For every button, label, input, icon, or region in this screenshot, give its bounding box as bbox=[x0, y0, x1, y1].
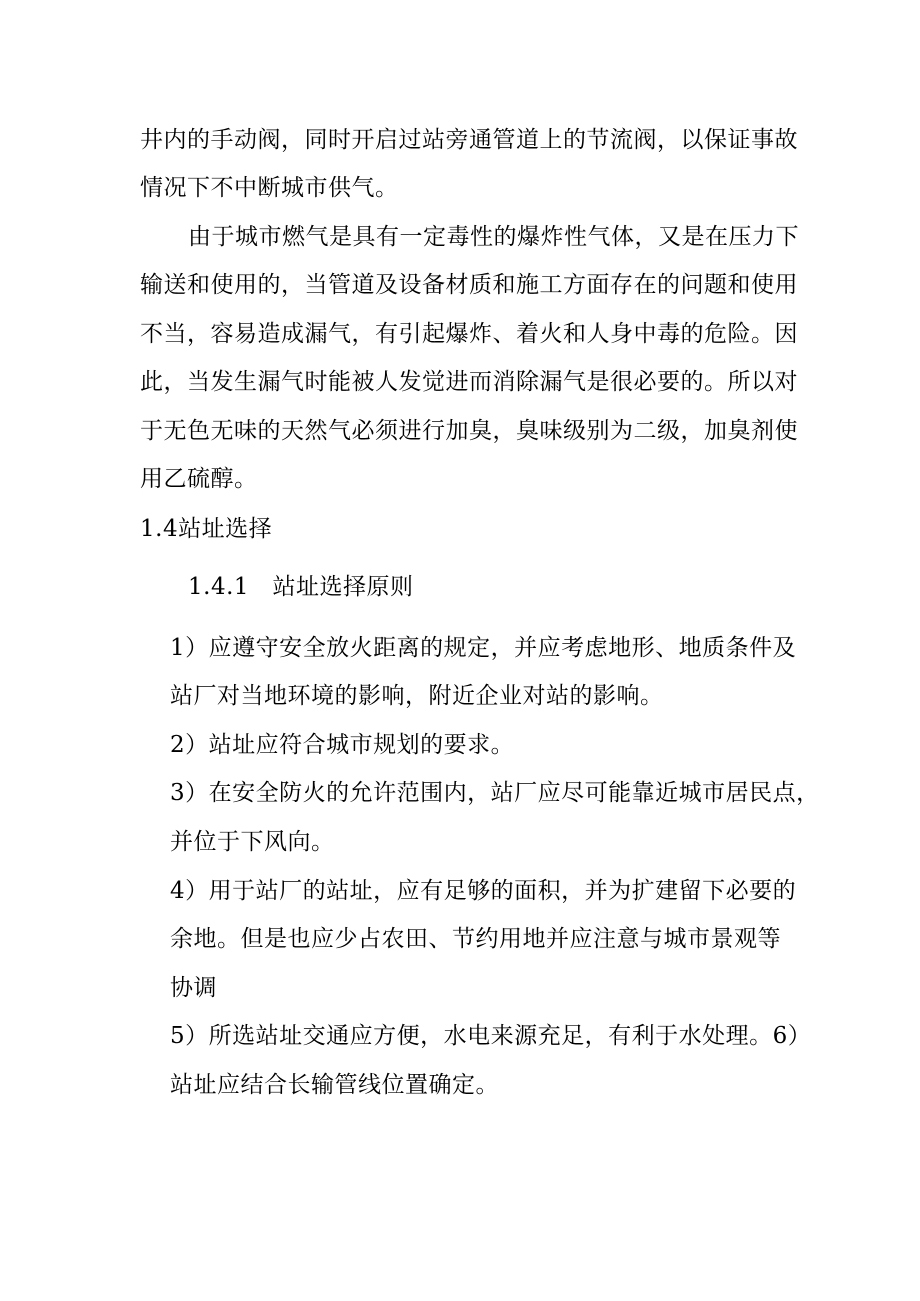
para2-line2: 输送和使用的，当管道及设备材质和施工方面存在的问题和使用 bbox=[140, 272, 798, 298]
para2-line4: 此，当发生漏气时能被人发觉进而消除漏气是很必要的。所以对 bbox=[140, 369, 798, 395]
item2-line1: 2）站址应符合城市规划的要求。 bbox=[170, 732, 515, 758]
item4-line1: 4）用于站厂的站址，应有足够的面积，并为扩建留下必要的 bbox=[170, 878, 797, 904]
para2-line6: 用乙硫醇。 bbox=[140, 466, 258, 492]
item5-line1: 5）所选站址交通应方便，水电来源充足，有利于水处理。6） bbox=[170, 1023, 812, 1049]
item3-line1: 3）在安全防火的允许范围内，站厂应尽可能靠近城市居民点， bbox=[170, 780, 820, 806]
section-heading-1-4: 1.4站址选择 bbox=[140, 516, 273, 542]
para1-line1: 井内的手动阀，同时开启过站旁通管道上的节流阀，以保证事故 bbox=[140, 127, 798, 153]
item4-line3: 协调 bbox=[170, 975, 217, 1001]
item1-line1: 1）应遵守安全放火距离的规定，并应考虑地形、地质条件及 bbox=[170, 635, 797, 661]
item1-line2: 站厂对当地环境的影响，附近企业对站的影响。 bbox=[170, 683, 664, 709]
para2-line1: 由于城市燃气是具有一定毒性的爆炸性气体，又是在压力下 bbox=[188, 224, 799, 250]
para2-line5: 于无色无味的天然气必须进行加臭，臭味级别为二级，加臭剂使 bbox=[140, 418, 798, 444]
subsection-heading-1-4-1: 1.4.1 站址选择原则 bbox=[188, 574, 414, 600]
item4-line2: 余地。但是也应少占农田、节约用地并应注意与城市景观等 bbox=[170, 926, 781, 952]
item3-line2: 并位于下风向。 bbox=[170, 829, 335, 855]
para1-line2: 情况下不中断城市供气。 bbox=[140, 175, 399, 201]
para2-line3: 不当，容易造成漏气，有引起爆炸、着火和人身中毒的危险。因 bbox=[140, 321, 798, 347]
item5-line2: 站址应结合长输管线位置确定。 bbox=[170, 1072, 499, 1098]
